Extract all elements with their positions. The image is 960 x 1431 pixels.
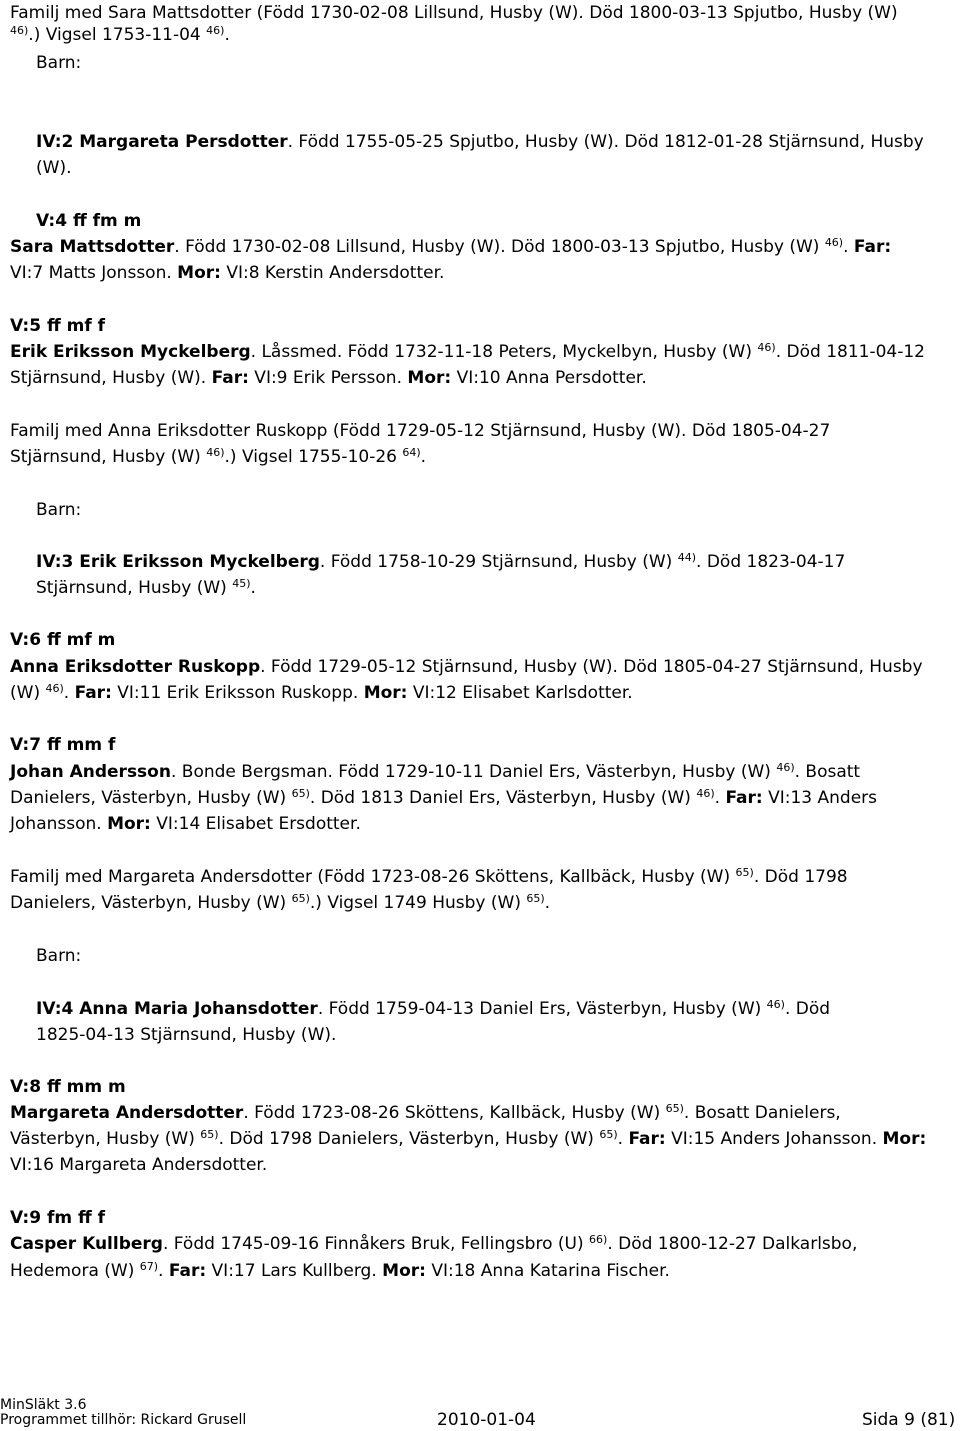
footer-owner: Programmet tillhör: Rickard Grusell — [0, 1412, 247, 1428]
child-iv2-line-2: (W). — [36, 158, 72, 178]
person-v6-line-1: Anna Eriksdotter Ruskopp. Född 1729-05-12 Stjärnsund, Husby (W). Död 1805-04-27 Stjärnsund, Husby — [10, 657, 923, 677]
person-v5-line-2: Stjärnsund, Husby (W). Far: VI:9 Erik Persson. Mor: VI:10 Anna Persdotter. — [10, 368, 647, 388]
person-v5-line-1: Erik Eriksson Myckelberg. Låssmed. Född 1732-11-18 Peters, Myckelbyn, Husby (W) $^{46)}$. Död 1811-04-12 — [10, 341, 925, 362]
child-iv3-line-2: Stjärnsund, Husby (W) $^{45)}$. — [36, 577, 256, 598]
family-v7-line-1: Familj med Margareta Andersdotter (Född 1723-08-26 Sköttens, Kallbäck, Husby (W) $^{65)}$. Död 1798 — [10, 866, 848, 887]
person-v7-line-3: Johansson. Mor: VI:14 Elisabet Ersdotter. — [10, 814, 361, 834]
person-v6-line-2: (W) $^{46)}$. Far: VI:11 Erik Eriksson Ruskopp. Mor: VI:12 Elisabet Karlsdotter. — [10, 682, 633, 703]
children-label: Barn: — [36, 946, 82, 966]
person-v8-line-1: Margareta Andersdotter. Född 1723-08-26 Sköttens, Kallbäck, Husby (W) $^{65)}$. Bosatt Danielers, — [10, 1102, 841, 1123]
person-v7-line-2: Danielers, Västerbyn, Husby (W) $^{65)}$. Död 1813 Daniel Ers, Västerbyn, Husby (W) $^{46)}$. Far: VI:13 Anders — [10, 787, 878, 808]
person-header-v8: V:8 ff mm m — [10, 1077, 126, 1097]
person-v9-line-1: Casper Kullberg. Född 1745-09-16 Finnåkers Bruk, Fellingsbro (U) $^{66)}$. Död 1800-12-27 Dalkarlsbo, — [10, 1233, 858, 1254]
person-header-v5: V:5 ff mf f — [10, 316, 106, 336]
person-header-v7: V:7 ff mm f — [10, 735, 116, 755]
child-iv2-line-1: IV:2 Margareta Persdotter. Född 1755-05-25 Spjutbo, Husby (W). Död 1812-01-28 Stjärnsund, Husby — [36, 132, 924, 152]
children-label: Barn: — [36, 53, 82, 73]
family-line-2: $^{46)}$.) Vigsel 1753-11-04 $^{46)}$. — [10, 24, 230, 45]
footer-date: 2010-01-04 — [437, 1410, 536, 1430]
footer-page-number: Sida 9 (81) — [862, 1410, 956, 1430]
child-iv4-line-1: IV:4 Anna Maria Johansdotter. Född 1759-04-13 Daniel Ers, Västerbyn, Husby (W) $^{46)}$. Död — [36, 998, 831, 1019]
family-v7-line-2: Danielers, Västerbyn, Husby (W) $^{65)}$.) Vigsel 1749 Husby (W) $^{65)}$. — [10, 892, 551, 913]
child-iv4-line-2: 1825-04-13 Stjärnsund, Husby (W). — [36, 1025, 337, 1045]
person-v8-line-2: Västerbyn, Husby (W) $^{65)}$. Död 1798 Danielers, Västerbyn, Husby (W) $^{65)}$. Far: VI:15 Anders Johansson. Mor: — [10, 1128, 927, 1149]
family-line-1: Familj med Sara Mattsdotter (Född 1730-02-08 Lillsund, Husby (W). Död 1800-03-13 Spjutbo, Husby (W) — [10, 3, 898, 23]
person-v4-line-2: VI:7 Matts Jonsson. Mor: VI:8 Kerstin Andersdotter. — [10, 263, 445, 283]
family-v5-line-2: Stjärnsund, Husby (W) $^{46)}$.) Vigsel 1755-10-26 $^{64)}$. — [10, 446, 427, 467]
person-header-v4: V:4 ff fm m — [36, 211, 142, 231]
footer-app-name: MinSläkt 3.6 — [0, 1397, 87, 1413]
person-v8-line-3: VI:16 Margareta Andersdotter. — [10, 1155, 268, 1175]
person-v7-line-1: Johan Andersson. Bonde Bergsman. Född 1729-10-11 Daniel Ers, Västerbyn, Husby (W) $^{46)}$. Bosatt — [10, 761, 861, 782]
person-v4-line-1: Sara Mattsdotter. Född 1730-02-08 Lillsund, Husby (W). Död 1800-03-13 Spjutbo, Husby (W) $^{46)}$. Far: — [10, 236, 892, 257]
family-v5-line-1: Familj med Anna Eriksdotter Ruskopp (Född 1729-05-12 Stjärnsund, Husby (W). Död 1805-04-27 — [10, 421, 831, 441]
children-label: Barn: — [36, 500, 82, 520]
person-v9-line-2: Hedemora (W) $^{67)}$. Far: VI:17 Lars Kullberg. Mor: VI:18 Anna Katarina Fischer. — [10, 1260, 670, 1281]
child-iv3-line-1: IV:3 Erik Eriksson Myckelberg. Född 1758-10-29 Stjärnsund, Husby (W) $^{44)}$. Död 1823-04-17 — [36, 551, 846, 572]
person-header-v6: V:6 ff mf m — [10, 630, 116, 650]
person-header-v9: V:9 fm ff f — [10, 1208, 106, 1228]
